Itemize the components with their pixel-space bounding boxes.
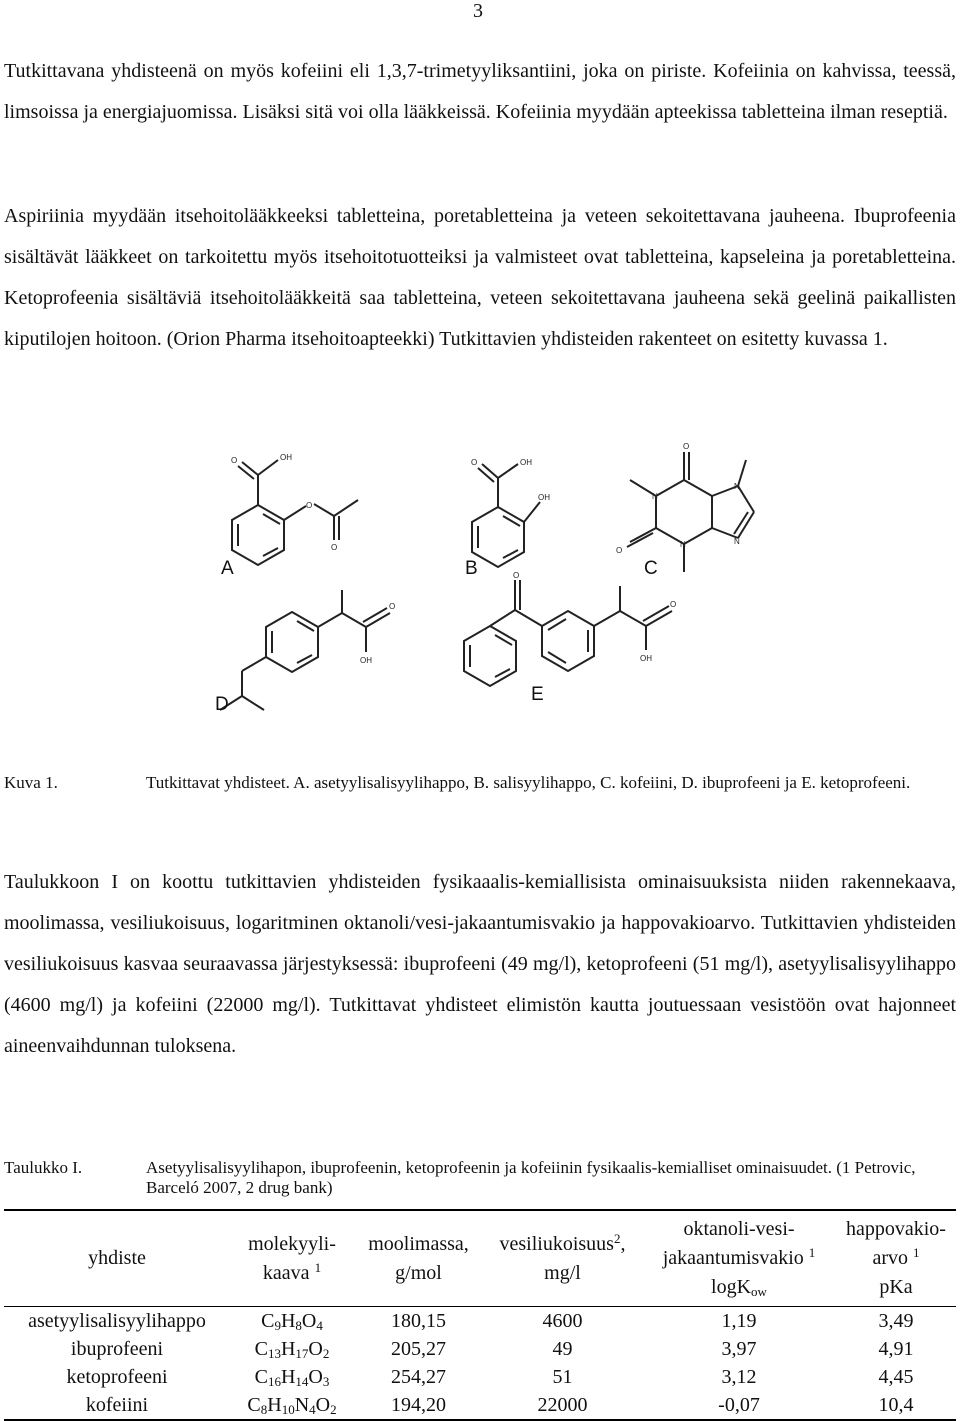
cell-pka: 10,4: [836, 1391, 956, 1420]
formula-element: O: [315, 1394, 331, 1416]
formula-count: 10: [281, 1402, 295, 1417]
properties-table: [4, 1209, 956, 1421]
paragraph-caffeine: Tutkittavana yhdisteenä on myös kofeiini eli 1,3,7-trimetyyliksantiini, joka on piriste. Kofeiinia on kahvissa, teessä, limsoissa ja energiajuomissa. Lisäksi sitä voi olla lääkkeissä. Kofeiinia myydään apteekissa tabletteina ilman reseptiä.: [4, 60, 956, 123]
formula-count: 8: [260, 1402, 268, 1417]
structure-e: [464, 580, 672, 686]
table-caption-text: Asetyylisalisyylihapon, ibuprofeenin, ketoprofeenin ja kofeiinin fysikaalis-kemialliset ominaisuudet. (1 Petrovic, Barceló 2007, 2 drug bank): [146, 1158, 916, 1197]
atom-oh: OH: [640, 654, 652, 663]
cell-molar-mass: 194,20: [354, 1391, 483, 1420]
header-formula: molekyyli- kaava $^1$: [230, 1210, 354, 1307]
structure-c: [627, 452, 754, 572]
formula-count: 17: [295, 1346, 309, 1361]
atom-o: O: [331, 543, 338, 552]
structure-label-b: B: [465, 558, 478, 579]
structure-label-a: A: [221, 558, 234, 579]
table-body: [4, 1307, 956, 1421]
formula-element: C: [261, 1310, 275, 1332]
atom-oh: OH: [280, 453, 292, 462]
atom-n: N: [734, 482, 740, 491]
structure-b: [472, 464, 540, 567]
cell-molar-mass: 205,27: [391, 1338, 446, 1360]
formula-element: C: [254, 1338, 268, 1360]
cell-solubility: 4600: [542, 1310, 583, 1332]
cell-solubility: 51: [552, 1366, 573, 1388]
header-logkow: oktanoli-vesi- jakaantumisvakio $^1$ logK$_{ow}$: [642, 1210, 836, 1307]
cell-formula: [230, 1335, 354, 1363]
atom-o: O: [513, 571, 520, 580]
chemical-structures: [0, 430, 960, 720]
cell-solubility: 22000: [483, 1391, 642, 1420]
header-molar-mass: moolimassa, g/mol: [354, 1210, 483, 1307]
cell-compound: asetyylisalisyylihappo: [28, 1310, 206, 1332]
atom-n: N: [734, 537, 740, 546]
structure-d: [220, 590, 390, 710]
cell-logkow: -0,07: [642, 1391, 836, 1420]
paragraph-table-intro: Taulukkoon I on koottu tutkittavien yhdisteiden fysikaaalis-kemiallisista ominaisuuksista niiden rakennekaava, moolimassa, vesiliukoisuus, logaritminen oktanoli/vesi-jakaantumisvakio ja happovakioarvo. Tutkittavien yhdisteiden vesiliukoisuus kasvaa seuraavassa järjestyksessä: ibuprofeeni (49 mg/l), ketoprofeeni (51 mg/l), asetyylisalisyylihappo (4600 mg/l) ja kofeiini (22000 mg/l). Tutkittavat yhdisteet elimistön kautta joutuessaan vesistöön ovat hajonneet aineenvaihdunnan tuloksena.: [4, 871, 956, 1057]
atom-o: O: [683, 442, 690, 451]
formula-element: C: [254, 1366, 268, 1388]
atom-oh: OH: [538, 493, 550, 502]
header-solubility: vesiliukoisuus$^2$, mg/l: [483, 1210, 642, 1307]
header-compound: yhdiste: [4, 1210, 230, 1307]
cell-formula: [230, 1307, 354, 1336]
formula-element: O: [308, 1366, 323, 1388]
cell-compound: ketoprofeeni: [66, 1366, 168, 1388]
table-row: [4, 1307, 956, 1336]
atom-o: O: [306, 501, 313, 510]
formula-count: 3: [322, 1374, 330, 1389]
formula-count: 8: [295, 1318, 302, 1333]
formula-element: O: [301, 1310, 317, 1332]
formula-count: 2: [322, 1346, 330, 1361]
formula-count: 14: [295, 1374, 309, 1389]
atom-n: N: [680, 540, 686, 549]
cell-solubility: 49: [552, 1338, 573, 1360]
formula-element: C: [247, 1394, 261, 1416]
figure-caption-label: Kuva 1.: [4, 773, 58, 792]
atom-oh: OH: [520, 458, 532, 467]
atom-o: O: [471, 458, 478, 467]
cell-logkow: 3,97: [721, 1338, 757, 1360]
figure-caption-text: Tutkittavat yhdisteet. A. asetyylisalisyylihappo, B. salisyylihappo, C. kofeiini, D. ibuprofeeni ja E. ketoprofeeni.: [146, 773, 911, 792]
cell-compound: ibuprofeeni: [70, 1338, 164, 1360]
formula-element: H: [280, 1338, 296, 1360]
formula-element: N: [294, 1394, 310, 1416]
formula-count: 9: [274, 1318, 281, 1333]
formula-element: H: [280, 1310, 296, 1332]
header-pka: happovakio- arvo $^1$ pKa: [836, 1210, 956, 1307]
structure-a: [232, 460, 358, 565]
atom-o: O: [231, 456, 238, 465]
formula-count: 2: [330, 1402, 337, 1417]
atom-o: O: [616, 546, 623, 555]
cell-molar-mass: 180,15: [391, 1310, 446, 1332]
structure-label-c: C: [644, 558, 658, 579]
formula-element: H: [267, 1394, 282, 1416]
formula-element: H: [280, 1366, 296, 1388]
table-row: [4, 1335, 956, 1363]
cell-formula: [230, 1363, 354, 1391]
formula-count: 13: [267, 1346, 281, 1361]
formula-element: O: [308, 1338, 323, 1360]
table-caption-label: Taulukko I.: [4, 1158, 83, 1177]
atom-o: O: [670, 600, 677, 609]
cell-logkow: 3,12: [721, 1366, 757, 1388]
cell-formula: [230, 1391, 354, 1420]
cell-molar-mass: 254,27: [391, 1366, 446, 1388]
table-header-row: [4, 1210, 956, 1307]
formula-count: 16: [267, 1374, 281, 1389]
atom-o: O: [389, 602, 396, 611]
atom-oh: OH: [360, 656, 372, 665]
cell-pka: 3,49: [878, 1310, 914, 1332]
formula-count: 4: [316, 1318, 323, 1333]
cell-logkow: 1,19: [721, 1310, 757, 1332]
table-row: [4, 1391, 956, 1420]
structures-figure: [0, 430, 960, 720]
cell-pka: 4,91: [878, 1338, 914, 1360]
structure-label-e: E: [531, 684, 544, 705]
atom-n: N: [652, 492, 658, 501]
page-number: 3: [473, 0, 483, 22]
formula-count: 4: [309, 1402, 316, 1417]
cell-compound: kofeiini: [4, 1391, 230, 1420]
paragraph-otc-drugs: Aspiriinia myydään itsehoitolääkkeeksi tabletteina, poretabletteina ja veteen sekoitettavana jauheena. Ibuprofeenia sisältävät lääkkeet on tarkoitettu myös itsehoitotuotteiksi ja valmisteet ovat tabletteina, kapseleina ja poretabletteina. Ketoprofeenia sisältäviä itsehoitolääkkeitä saa tabletteina, veteen sekoitettavana jauheena sekä geelinä paikallisten kiputilojen hoitoon. (Orion Pharma itsehoitoapteekki) Tutkittavien yhdisteiden rakenteet on esitetty kuvassa 1.: [4, 205, 956, 350]
table-row: [4, 1363, 956, 1391]
structure-label-d: D: [215, 694, 229, 715]
cell-pka: 4,45: [878, 1366, 914, 1388]
